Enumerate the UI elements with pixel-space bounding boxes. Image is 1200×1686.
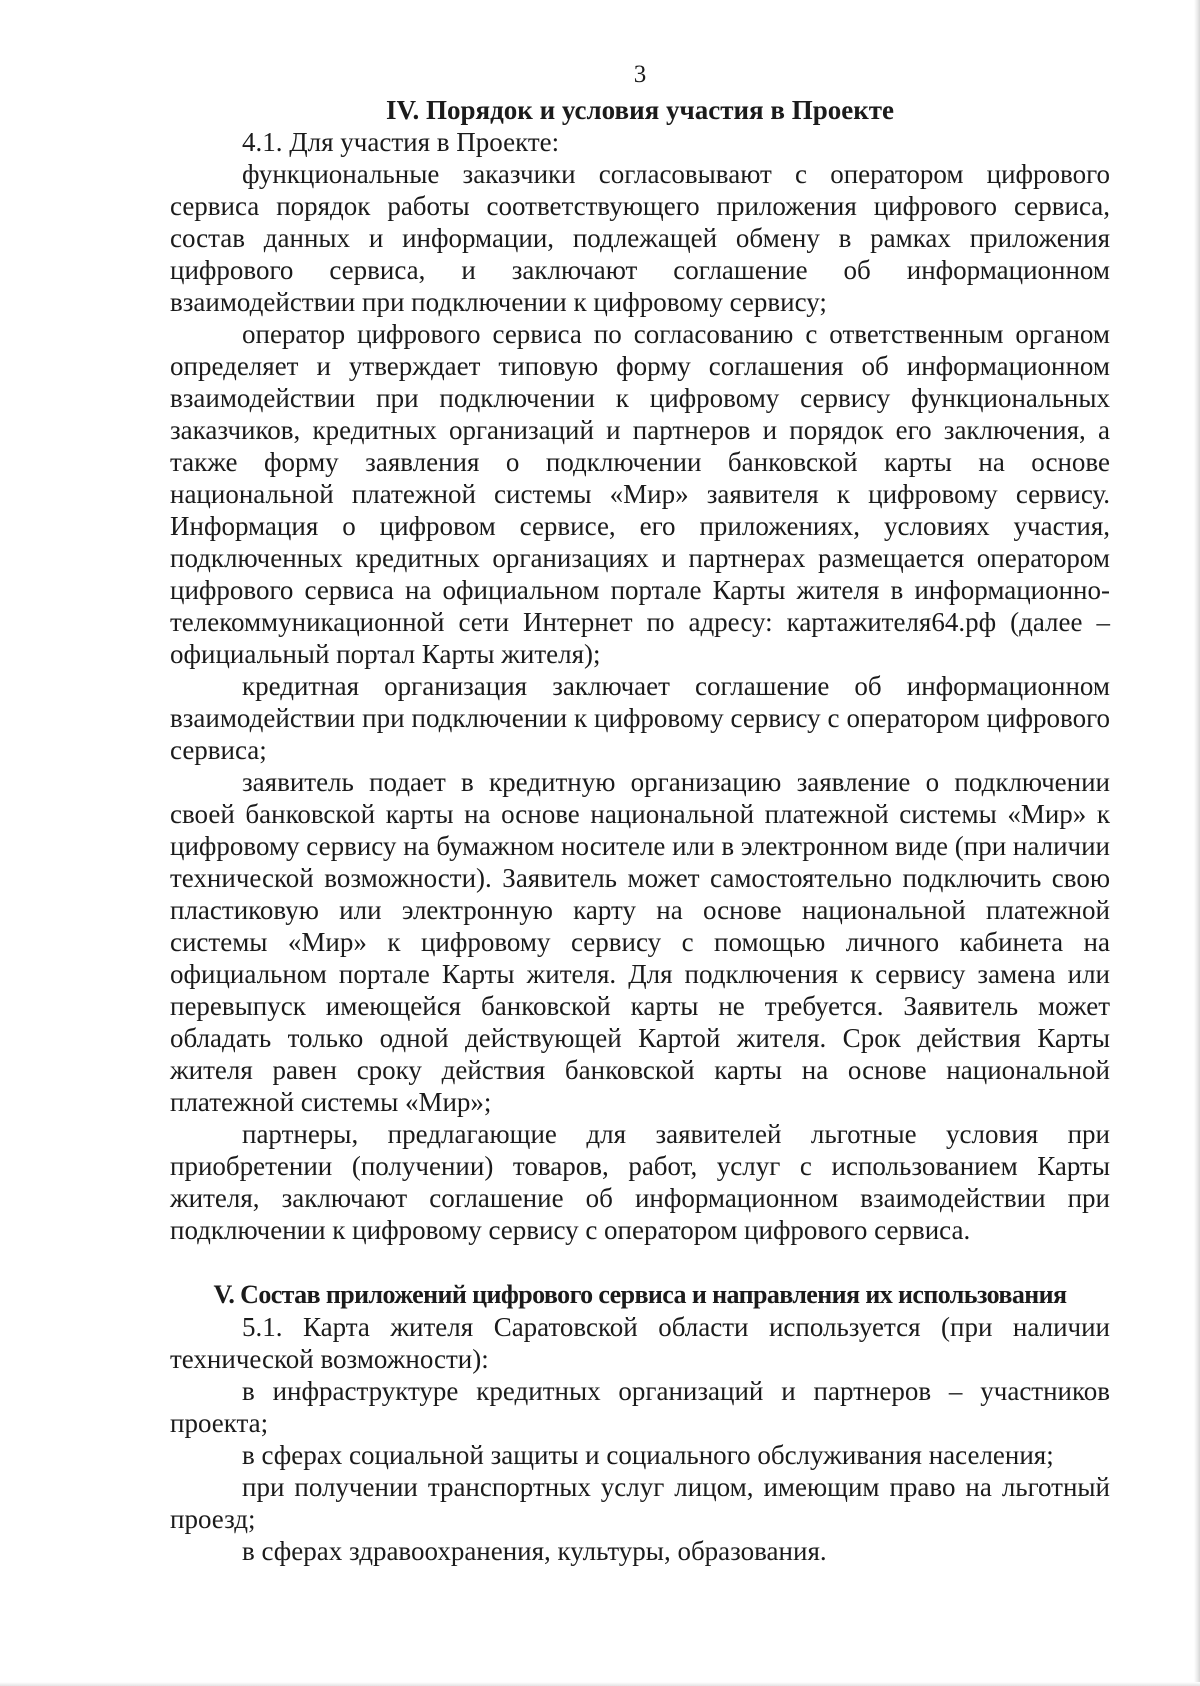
section-5 — [170, 1279, 1110, 1567]
page-number: 3 — [633, 61, 647, 88]
paragraph-transport: при получении транспортных услуг лицом, имеющим право на льготный проезд; — [170, 1472, 1110, 1534]
scan-edge-shadow — [1194, 0, 1200, 1686]
section-4 — [170, 94, 1110, 1246]
paragraph-4-1: 4.1. Для участия в Проекте: — [242, 127, 560, 157]
paragraph-infrastructure: в инфраструктуре кредитных организаций и партнеров – участников проекта; — [170, 1376, 1110, 1438]
paragraph-applicant: заявитель подает в кредитную организацию заявление о подключении своей банковской карты на основе национальной платежной системы «Мир» к цифровому сервису на бумажном носителе или в электронном виде (при наличии технической возможности). Заявитель может самостоятельно подключить свою пластиковую или электронную карту на основе национальной платежной системы «Мир» к цифровому сервису с помощью личного кабинета на официальном портале Карты жителя. Для подключения к сервису замена или перевыпуск имеющейся банковской карты не требуется. Заявитель может обладать только одной действующей Картой жителя. Срок действия Карты жителя равен сроку действия банковской карты на основе национальной платежной системы «Мир»; — [170, 767, 1110, 1117]
paragraph-functional-customers: функциональные заказчики согласовывают с оператором цифрового сервиса порядок работы соответствующего приложения цифрового сервиса, состав данных и информации, подлежащей обмену в рамках приложения цифрового сервиса, и заключают соглашение об информационном взаимодействии при подключении к цифровому сервису; — [170, 159, 1110, 317]
section-5-heading: V. Состав приложений цифрового сервиса и направления их использования — [213, 1280, 1067, 1309]
paragraph-5-1: 5.1. Карта жителя Саратовской области используется (при наличии технической возможности): — [170, 1312, 1110, 1374]
paragraph-partners: партнеры, предлагающие для заявителей льготные условия при приобретении (получении) товаров, работ, услуг с использованием Карты жителя, заключают соглашение об информационном взаимодействии при подключении к цифровому сервису с оператором цифрового сервиса. — [170, 1119, 1110, 1245]
document-body — [170, 60, 1110, 1567]
paragraph-healthcare: в сферах здравоохранения, культуры, образования. — [242, 1536, 827, 1566]
section-4-heading: IV. Порядок и условия участия в Проекте — [385, 95, 895, 125]
paragraph-credit-organization: кредитная организация заключает соглашение об информационном взаимодействии при подключении к цифровому сервису с оператором цифрового сервиса; — [170, 671, 1110, 765]
paragraph-operator: оператор цифрового сервиса по согласованию с ответственным органом определяет и утверждает типовую форму соглашения об информационном взаимодействии при подключении к цифровому сервису функциональных заказчиков, кредитных организаций и партнеров и порядок его заключения, а также форму заявления о подключении банковской карты на основе национальной платежной системы «Мир» заявителя к цифровому сервису. Информация о цифровом сервисе, его приложениях, условиях участия, подключенных кредитных организациях и партнерах размещается оператором цифрового сервиса на официальном портале Карты жителя в информационно-телекоммуникационной сети Интернет по адресу: картажителя64.рф (далее – официальный портал Карты жителя); — [170, 319, 1110, 669]
scan-bottom-shadow — [0, 1682, 1200, 1686]
paragraph-social-protection: в сферах социальной защиты и социального обслуживания населения; — [242, 1440, 1054, 1470]
